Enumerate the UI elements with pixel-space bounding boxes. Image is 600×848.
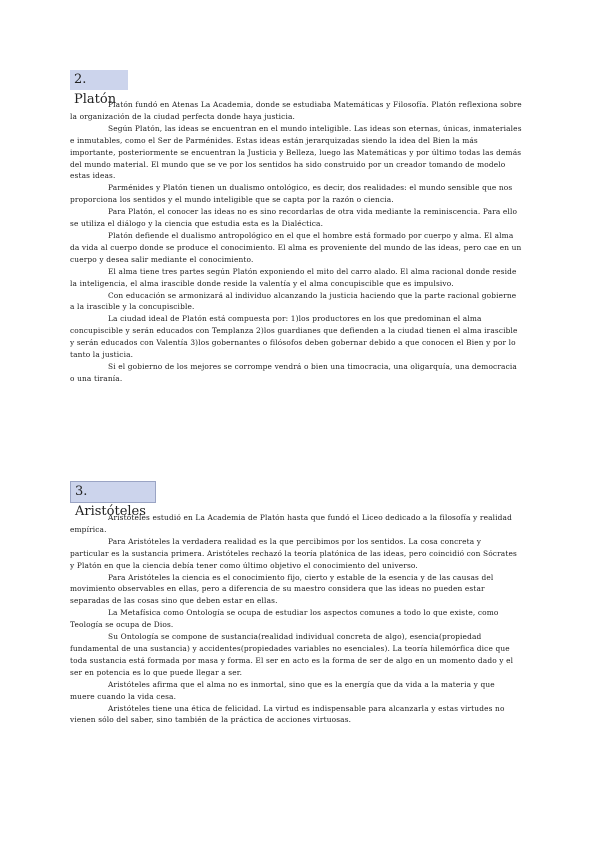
- paragraph: Si el gobierno de los mejores se corrompe vendrá o bien una timocracia, una oligarquía, una democracia o una tiranía.: [70, 361, 517, 383]
- paragraph: Aristóteles afirma que el alma no es inmortal, sino que es la energía que da vida a la materia y que muere cuando la vida cesa.: [70, 679, 495, 701]
- paragraph: Platón fundó en Atenas La Academia, donde se estudiaba Matemáticas y Filosofía. Platón reflexiona sobre la organización de la ciudad perfecta donde haya justicia.: [70, 100, 522, 121]
- section-body-aristoteles: [70, 512, 522, 726]
- paragraph: Según Platón, las ideas se encuentran en el mundo inteligible. Las ideas son eternas, únicas, inmateriales e inmutables, como el Ser de Parménides. Estas ideas están jerarquizadas siendo la idea del Bien la más importante, posteriormente se encuentran la Justicia y Belleza, luego las Matemáticas y por último todas las demás del mundo material. El mundo que se ve por los sentidos ha sido construido por un creador tomando de modelo estas ideas.: [70, 123, 522, 181]
- section-body-platon: [70, 99, 522, 385]
- paragraph: La ciudad ideal de Platón está compuesta por: 1)los productores en los que predominan el alma concupiscible y serán educados con Templanza 2)los guardianes que defienden a la ciudad tienen el alma irascible y serán educados con Valentía 3)los gobernantes o filósofos deben gobernar debido a que conocen el Bien y por lo tanto la justicia.: [70, 314, 518, 360]
- section-heading-platon: 2. Platón: [70, 70, 128, 90]
- paragraph: Con educación se armonizará al individuo alcanzando la justicia haciendo que la parte racional gobierne a la irascible y la concupiscible.: [70, 290, 517, 312]
- paragraph: Aristóteles estudió en La Academia de Platón hasta que fundó el Liceo dedicado a la filosofía y realidad empírica.: [70, 513, 512, 534]
- paragraph: Platón defiende el dualismo antropológico en el que el hombre está formado por cuerpo y alma. El alma da vida al cuerpo donde se produce el conocimiento. El alma es proveniente del mundo de las ideas, pero cae en un cuerpo y desea salir mediante el conocimiento.: [70, 230, 522, 264]
- paragraph: Para Aristóteles la verdadera realidad es la que percibimos por los sentidos. La cosa concreta y particular es la sustancia primera. Aristóteles rechazó la teoría platónica de las ideas, pero coincidió con Sócrates y Platón en que la ciencia debía tener como último objetivo el conocimiento del universo.: [70, 536, 517, 570]
- paragraph: La Metafísica como Ontología se ocupa de estudiar los aspectos comunes a todo lo que existe, como Teología se ocupa de Dios.: [70, 608, 499, 630]
- paragraph: El alma tiene tres partes según Platón exponiendo el mito del carro alado. El alma racional donde reside la inteligencia, el alma irascible donde reside la valentía y el alma concupiscible que es impulsivo.: [70, 266, 517, 288]
- paragraph: Parménides y Platón tienen un dualismo ontológico, es decir, dos realidades: el mundo sensible que nos proporciona los sentidos y el mundo inteligible que se capta por la razón o ciencia.: [70, 183, 513, 205]
- paragraph: Para Platón, el conocer las ideas no es sino recordarlas de otra vida mediante la reminiscencia. Para ello se utiliza el diálogo y la ciencia que estudia esta es la Dialéctica.: [70, 207, 518, 229]
- paragraph: Aristóteles tiene una ética de felicidad. La virtud es indispensable para alcanzarla y estas virtudes no vienen sólo del saber, sino también de la práctica de acciones virtuosas.: [70, 703, 505, 725]
- paragraph: Su Ontología se compone de sustancia(realidad individual concreta de algo), esencia(propiedad fundamental de una sustancia) y accidentes(propiedades variables no esenciales). La teoría hilemórfica dice que toda sustancia está formada por masa y forma. El ser en acto es la forma de ser de algo en un momento dado y el ser en potencia es lo que puede llegar a ser.: [70, 632, 514, 677]
- section-heading-aristoteles: 3. Aristóteles: [70, 481, 156, 503]
- paragraph: Para Aristóteles la ciencia es el conocimiento fijo, cierto y estable de la esencia y de las causas del movimiento observables en ellas, pero a diferencia de su maestro considera que las ideas no pueden estar separadas de las cosas sino que deben estar en ellas.: [70, 572, 494, 606]
